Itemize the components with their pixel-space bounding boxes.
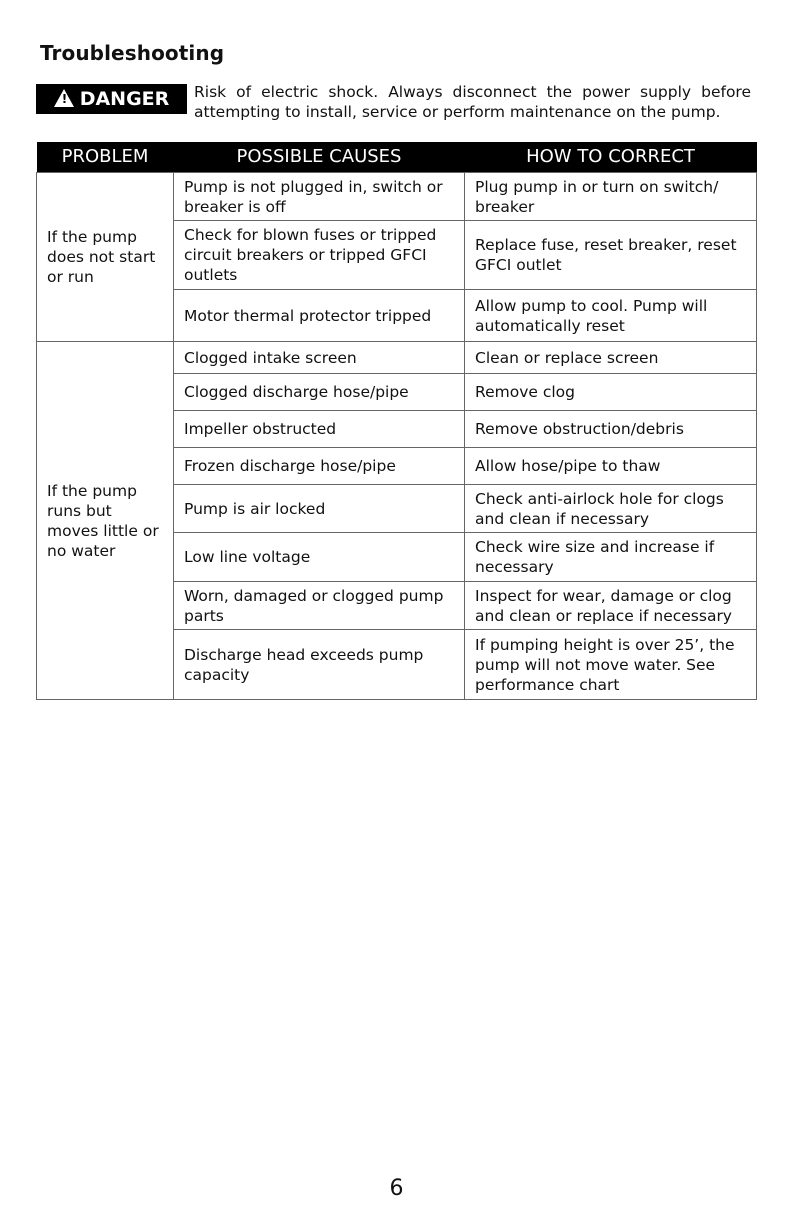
fix-cell: Check anti-airlock hole for clogs and clean if necessary — [465, 485, 757, 533]
header-problem: PROBLEM — [37, 142, 174, 173]
table-row — [37, 342, 757, 374]
cause-cell: Impeller obstructed — [174, 411, 465, 448]
troubleshooting-table — [36, 142, 757, 700]
fix-cell: Remove clog — [465, 374, 757, 411]
fix-cell: Allow hose/pipe to thaw — [465, 448, 757, 485]
danger-warning-line-2: attempting to install, service or perform maintenance on the pump. — [194, 103, 721, 121]
danger-warning-line-1: Risk of electric shock. Always disconnect the power supply before — [194, 83, 751, 101]
cause-cell: Discharge head exceeds pump capacity — [174, 630, 465, 700]
table-row — [37, 173, 757, 221]
cause-cell: Pump is not plugged in, switch or breaker is off — [174, 173, 465, 221]
danger-label: DANGER — [79, 88, 170, 110]
header-how-to-correct: HOW TO CORRECT — [465, 142, 757, 173]
fix-cell: If pumping height is over 25’, the pump will not move water. See performance chart — [465, 630, 757, 700]
cause-cell: Clogged discharge hose/pipe — [174, 374, 465, 411]
cause-cell: Check for blown fuses or tripped circuit breakers or tripped GFCI outlets — [174, 221, 465, 290]
section-title: Troubleshooting — [40, 41, 225, 65]
fix-cell: Check wire size and increase if necessary — [465, 533, 757, 582]
fix-cell: Inspect for wear, damage or clog and clean or replace if necessary — [465, 582, 757, 630]
fix-cell: Plug pump in or turn on switch/ breaker — [465, 173, 757, 221]
fix-cell: Allow pump to cool. Pump will automatically reset — [465, 290, 757, 342]
cause-cell: Frozen discharge hose/pipe — [174, 448, 465, 485]
page-number: 6 — [389, 1176, 404, 1201]
cause-cell: Motor thermal protector tripped — [174, 290, 465, 342]
problem-cell: If the pump runs but moves little or no water — [37, 342, 174, 700]
cause-cell: Worn, damaged or clogged pump parts — [174, 582, 465, 630]
header-possible-causes: POSSIBLE CAUSES — [174, 142, 465, 173]
fix-cell: Clean or replace screen — [465, 342, 757, 374]
danger-badge — [36, 84, 187, 114]
fix-cell: Remove obstruction/debris — [465, 411, 757, 448]
problem-cell: If the pump does not start or run — [37, 173, 174, 342]
cause-cell: Low line voltage — [174, 533, 465, 582]
fix-cell: Replace fuse, reset breaker, reset GFCI outlet — [465, 221, 757, 290]
cause-cell: Clogged intake screen — [174, 342, 465, 374]
danger-warning-text — [194, 82, 751, 122]
warning-triangle-icon: ! — [54, 89, 74, 107]
cause-cell: Pump is air locked — [174, 485, 465, 533]
table-header-row — [37, 142, 757, 173]
